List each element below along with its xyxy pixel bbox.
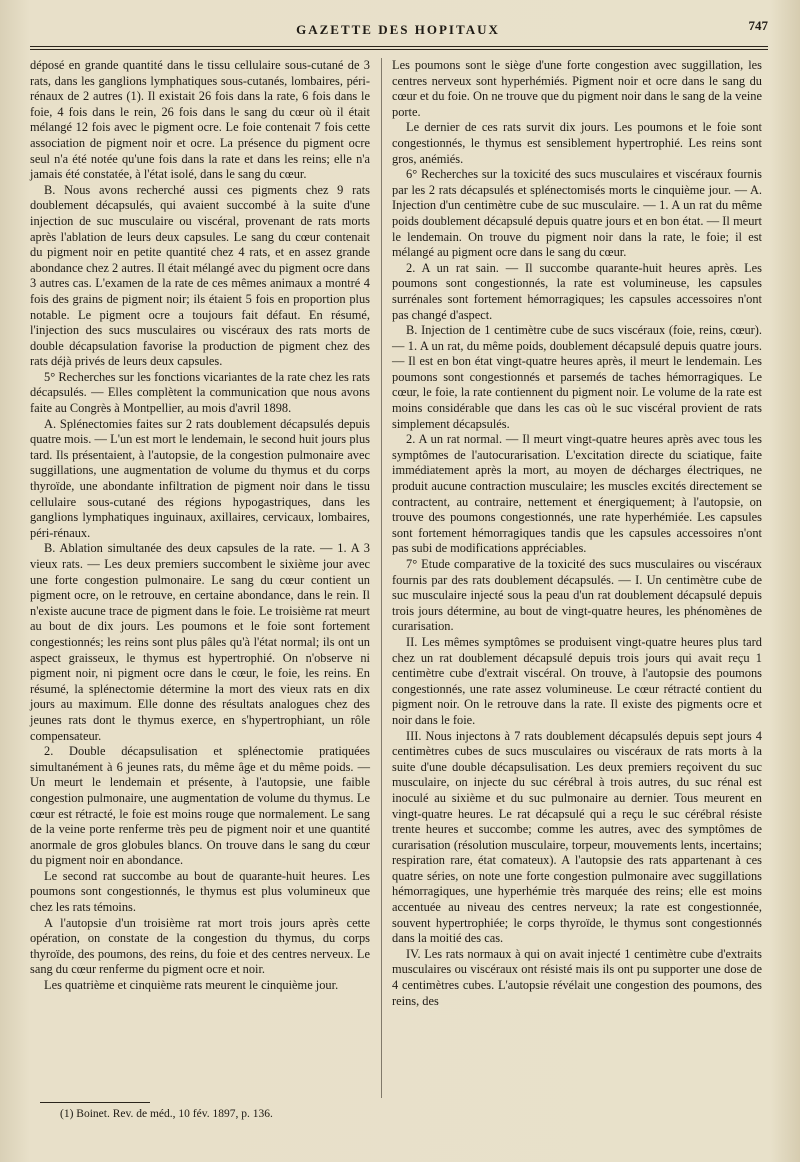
paragraph: II. Les mêmes symptômes se produisent vingt-quatre heures plus tard chez un rat doublement décapsulé depuis trois jours qui avait reçu 1 centimètre cube d'extrait viscéral. On trouve, à l'autopsie des poumons congestionnés, une rate assez volumineuse. Le cœur rétracté contient du pigment noir. On le retrouve dans la rate. Il existe des pigments ocre et noir dans le foie. [392, 634, 762, 727]
paragraph: A. Splénectomies faites sur 2 rats doublement décapsulés depuis quatre mois. — L'un est mort le lendemain, le second huit jours plus tard. Ils présentaient, à l'autopsie, de la congestion pulmonaire avec suggillations, une augmentation de volume du thymus et du corps thyroïde, une abondante infiltration de pigment noir dans le tissu cellulaire sous-cutané des régions hypogastriques, dans les ganglions lymphatiques inguinaux, axillaires, cervicaux, lombaires, péri-rénaux. [30, 416, 370, 540]
paragraph: déposé en grande quantité dans le tissu cellulaire sous-cutané de 3 rats, dans les ganglions lymphatiques sous-cutanés, lombaires, péri-rénaux de 2 autres (1). Il existait 26 fois dans la rate, 6 fois dans le foie, 4 fois dans le rein, 26 fois dans le sang du cœur où il était mélangé 12 fois avec le pigment ocre. Le foie contenait 7 fois cette association de pigment noir et ocre. La présence du pigment ocre seul n'a été notée qu'une fois dans la rate et dans les reins; elle n'a jamais été constatée, à l'état isolé, dans le sang du cœur. [30, 58, 370, 182]
header-rule [30, 46, 768, 47]
paragraph: Le second rat succombe au bout de quarante-huit heures. Les poumons sont congestionnés, le thymus est plus volumineux que chez les rats témoins. [30, 868, 370, 915]
page-header [28, 14, 768, 44]
paragraph: Le dernier de ces rats survit dix jours. Les poumons et le foie sont congestionnés, le thymus est sensiblement hypertrophié. Les reins sont gros, anémiés. [392, 120, 762, 166]
page-number: 747 [748, 18, 768, 33]
paragraph: B. Injection de 1 centimètre cube de sucs viscéraux (foie, reins, cœur). — 1. A un rat, du même poids, doublement décapsulé depuis quatre jours. — Il est en bon état vingt-quatre heures après, il meurt le lendemain. Les poumons sont congestionnés et parsemés de taches hémorragiques. Le cœur, le foie, la rate contiennent du pigment noir. Le volume de la rate est moins considérable que dans les cas où le suc viscéral provient de rats simplement décapsulés. [392, 323, 762, 431]
paragraph: IV. Les rats normaux à qui on avait injecté 1 centimètre cube d'extraits musculaires ou viscéraux ont résisté mais ils ont pu supporter une dose de 4 centimètres cubes. L'autopsie révélait une congestion des poumons, des reins, des [392, 946, 762, 1008]
paragraph: III. Nous injectons à 7 rats doublement décapsulés depuis sept jours 4 centimètres cubes de sucs musculaires ou viscéraux de rats morts à la suite d'une double décapsulisation. Les deux premiers reçoivent du suc musculaire, on injecte du suc cérébral à trois autres, du suc rénal est inoculé au sixième et du suc pulmonaire au dernier. Tous meurent en vingt-quatre heures. Le rat décapsulé qui a reçu le suc cérébral résiste trente heures et succombe; comme les autres, avec des symptômes de curarisation (résolution musculaire, torpeur, mouvements lents, incertains; respiration rare, état comateux). A l'autopsie des rats appartenant à ces quatre séries, on note une forte congestion pulmonaire avec suggillations hémorragiques, une hyperhémie très marquée des reins; elle est moins accentuée au niveau des centres nerveux; la rate est congestionnée, souvent hypertrophiée; le corps thyroïde, le thymus sont congestionnés dans la moitié des cas. [392, 728, 762, 946]
paragraph: 2. Double décapsulisation et splénectomie pratiquées simultanément à 6 jeunes rats, du même âge et du même poids. — Un meurt le lendemain et présente, à l'autopsie, une faible congestion pulmonaire, une augmentation de volume du thymus. Le cœur est rétracté, le foie est moins rouge que normalement. Le sang de la veine porte renferme très peu de pigment noir et une quantité anormale de gros globules blancs. On trouve dans le sang du cœur du pigment noir en abondance. [30, 744, 370, 868]
paragraph: Les quatrième et cinquième rats meurent le cinquième jour. [44, 978, 339, 993]
paragraph: B. Ablation simultanée des deux capsules de la rate. — 1. A 3 vieux rats. — Les deux premiers succombent le sixième jour avec une forte congestion pulmonaire. Le sang du cœur contient un pigment ocre, on le retrouve, en certaine abondance, dans le rein. Il n'existe aucune trace de pigment dans le foie. Le troisième rat meurt au bout de dix jours. Les poumons et le foie sont fortement congestionnés; les reins sont plus pâles qu'à l'état normal; ils ont un aspect graisseux, le thymus est hypertrophié. On n'observe ni pigment noir, ni pigment ocre dans le cœur, le foie, les reins. En résumé, la splénectomie détermine la mort des vieux rats en dix jours au maximum. Elle donne des résultats analogues chez des jeunes rats dont le thymus exerce, en s'hypertrophiant, un rôle compensateur. [30, 541, 370, 743]
paragraph: 2. A un rat sain. — Il succombe quarante-huit heures après. Les poumons sont congestionnés, la rate est volumineuse, les capsules surrénales sont fortement hémorragiques; les capsules accessoires n'ont pas changé d'aspect. [392, 260, 762, 322]
left-column [30, 58, 370, 994]
paragraph: 7° Etude comparative de la toxicité des sucs musculaires ou viscéraux fournis par des rats doublement décapsulés. — I. Un centimètre cube de suc musculaire injecté sous la peau d'un rat doublement décapsulé depuis trois jours détermine, au bout de vingt-quatre heures, les phénomènes de curarisation. [392, 557, 762, 634]
right-column [392, 58, 762, 1009]
paragraph: 6° Recherches sur la toxicité des sucs musculaires et viscéraux fournis par les 2 rats décapsulés et splénectomisés morts le cinquième jour. — A. Injection d'un centimètre cube de suc musculaire. — 1. A un rat du même poids doublement décapsulé depuis quatre jours et en bon état. — Il meurt le lendemain. On trouve du pigment noir dans la rate, le foie; il est mélangé au pigment ocre dans le sang du cœur. [392, 167, 762, 260]
journal-title: GAZETTE DES HOPITAUX [296, 22, 500, 37]
header-rule-double [30, 49, 768, 50]
paragraph: B. Nous avons recherché aussi ces pigments chez 9 rats doublement décapsulés, qui avaient succombé à la suite d'une injection de suc musculaire ou viscéral, provenant de rats morts après l'ablation de leurs deux capsules. Le sang du cœur contenait du pigment noir en petite quantité chez 4 rats, et en assez grande abondance chez 2 autres. Il était mélangé avec du pigment ocre dans 3 autres cas. L'examen de la rate de ces mêmes animaux a montré 4 fois des grains de pigment noir; ils étaient 5 fois en proportion plus notable. Le pigment ocre a toujours fait défaut. En résumé, l'injection des sucs musculaires ou viscéraux des rats morts de double décapsulation favorise la production de pigment chez des rats déjà privés de leurs deux capsules. [30, 182, 370, 369]
column-divider [381, 58, 382, 1098]
paragraph: 2. A un rat normal. — Il meurt vingt-quatre heures après avec tous les symptômes de l'autocurarisation. L'excitation directe du sciatique, faite immédiatement après la mort, au moyen de décharges électriques, ne produit aucune contraction musculaire; les muscles excités directement se contractent, au contraire, nettement et énergiquement; à l'autopsie, on trouve des poumons congestionnés, une rate hyperhémiée. Les capsules sont fortement hémorragiques tandis que les capsules accessoires n'ont pas subi de modifications appréciables. [392, 432, 762, 556]
paragraph: 5° Recherches sur les fonctions vicariantes de la rate chez les rats décapsulés. — Elles complètent la communication que nous avons faite au Congrès à Montpellier, au mois d'avril 1898. [30, 369, 370, 416]
footnote-rule [40, 1102, 150, 1103]
footnote: (1) Boinet. Rev. de méd., 10 fév. 1897, p. 136. [60, 1108, 273, 1120]
paragraph: A l'autopsie d'un troisième rat mort trois jours après cette opération, on constate de la congestion du thymus, du corps thyroïde, des poumons, des reins, du foie et des centres nerveux. Le sang du cœur renferme du pigment ocre et noir. [30, 915, 370, 977]
paragraph: Les poumons sont le siège d'une forte congestion avec suggillation, les centres nerveux sont hyperhémiés. Pigment noir et ocre dans le sang du cœur et du foie. On ne trouve que du pigment noir dans le sang de la veine porte. [392, 58, 762, 119]
